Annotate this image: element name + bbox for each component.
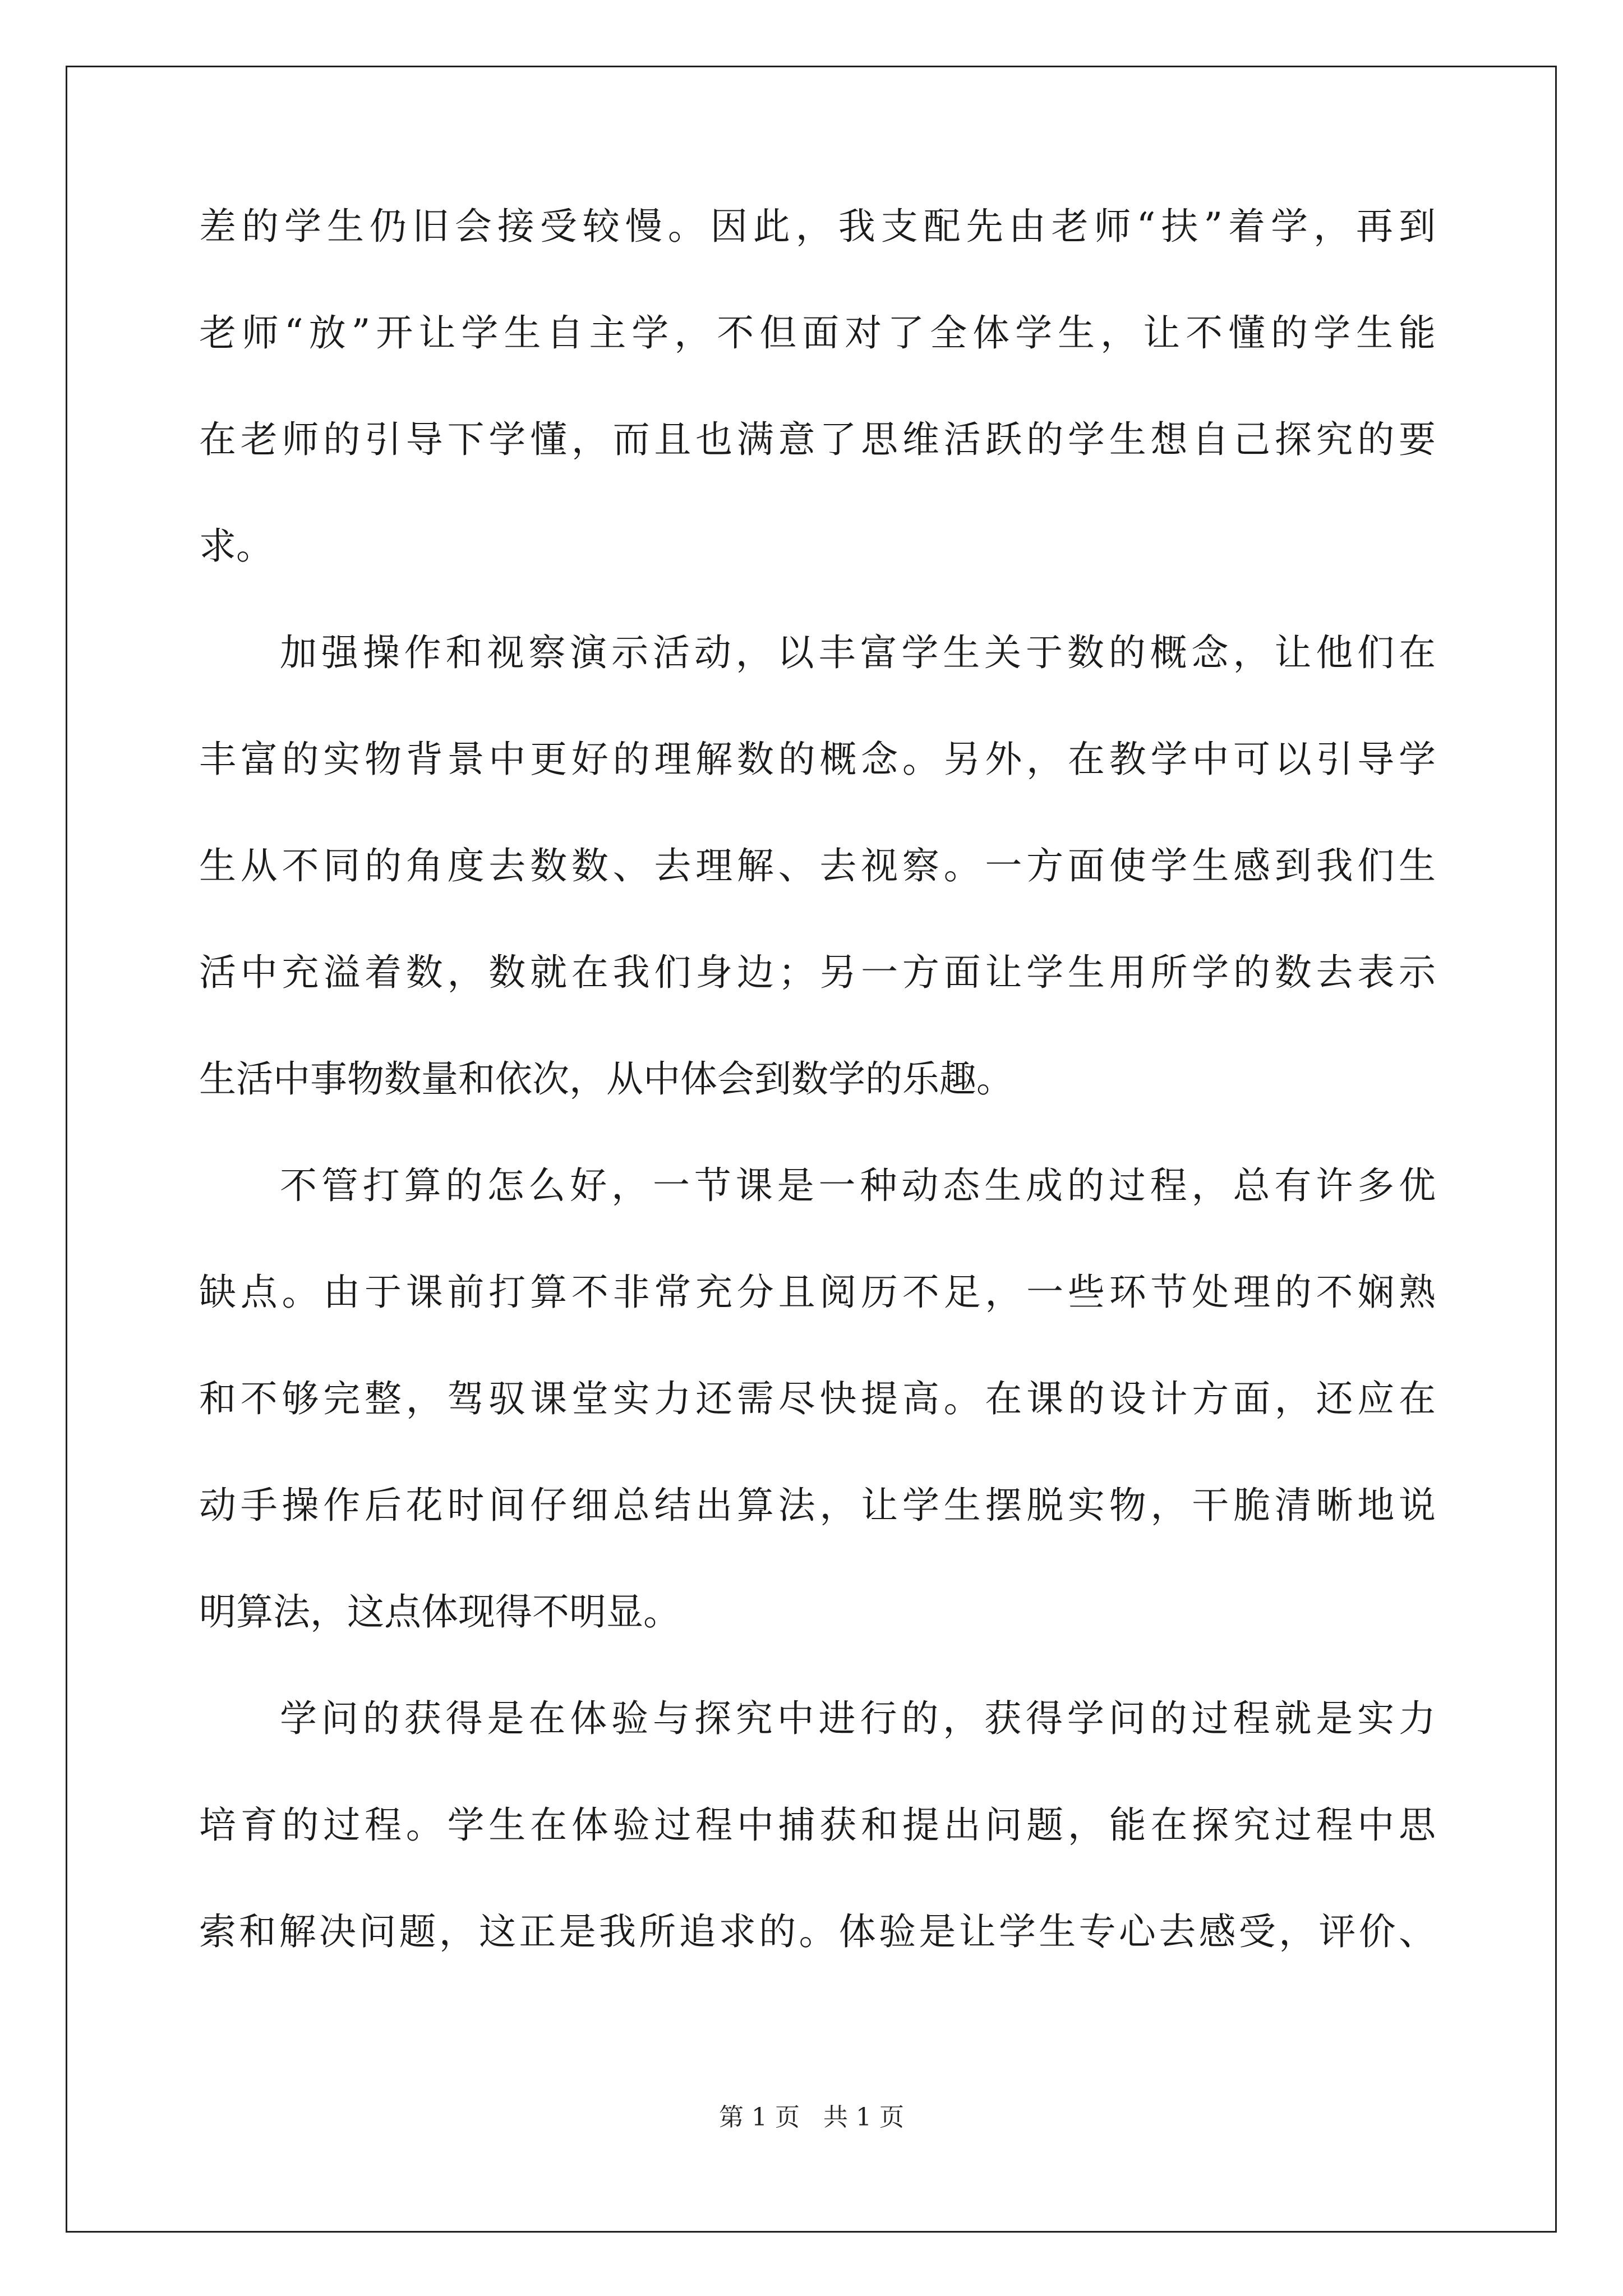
text-line-17: 索和解决问题，这正是我所追求的。体验是让学生专心去感受，评价、 — [199, 1910, 1436, 1953]
text-line-15: 学问的获得是在体验与探究中进行的，获得学问的过程就是实力 — [280, 1697, 1436, 1740]
document-body — [199, 199, 1436, 2011]
text-line-3: 在老师的引导下学懂，而且也满意了思维活跃的学生想自己探究的要 — [199, 418, 1436, 461]
text-line-8: 活中充溢着数，数就在我们身边；另一方面让学生用所学的数去表示 — [199, 951, 1436, 994]
page-number: 第 1 页 — [719, 2103, 800, 2132]
text-line-7: 生从不同的角度去数数、去理解、去视察。一方面使学生感到我们生 — [199, 844, 1436, 887]
text-line-16: 培育的过程。学生在体验过程中捕获和提出问题，能在探究过程中思 — [199, 1803, 1436, 1847]
page-footer — [0, 2101, 1623, 2134]
text-line-4: 求。 — [199, 524, 273, 568]
text-line-10: 不管打算的怎么好，一节课是一种动态生成的过程，总有许多优 — [280, 1164, 1436, 1207]
text-line-5: 加强操作和视察演示活动，以丰富学生关于数的概念，让他们在 — [280, 631, 1436, 674]
text-line-11: 缺点。由于课前打算不非常充分且阅历不足，一些环节处理的不娴熟 — [199, 1271, 1436, 1314]
page-total: 共 1 页 — [823, 2103, 904, 2132]
text-line-13: 动手操作后花时间仔细总结出算法，让学生摆脱实物，干脆清晰地说 — [199, 1484, 1436, 1527]
text-line-14: 明算法，这点体现得不明显。 — [199, 1590, 680, 1634]
text-line-9: 生活中事物数量和依次，从中体会到数学的乐趣。 — [199, 1057, 1013, 1101]
text-line-1: 差的学生仍旧会接受较慢。因此，我支配先由老师“扶”着学，再到 — [199, 205, 1436, 248]
text-line-6: 丰富的实物背景中更好的理解数的概念。另外，在教学中可以引导学 — [199, 738, 1436, 781]
text-line-2: 老师“放”开让学生自主学，不但面对了全体学生，让不懂的学生能 — [199, 311, 1436, 355]
text-line-12: 和不够完整，驾驭课堂实力还需尽快提高。在课的设计方面，还应在 — [199, 1377, 1436, 1420]
